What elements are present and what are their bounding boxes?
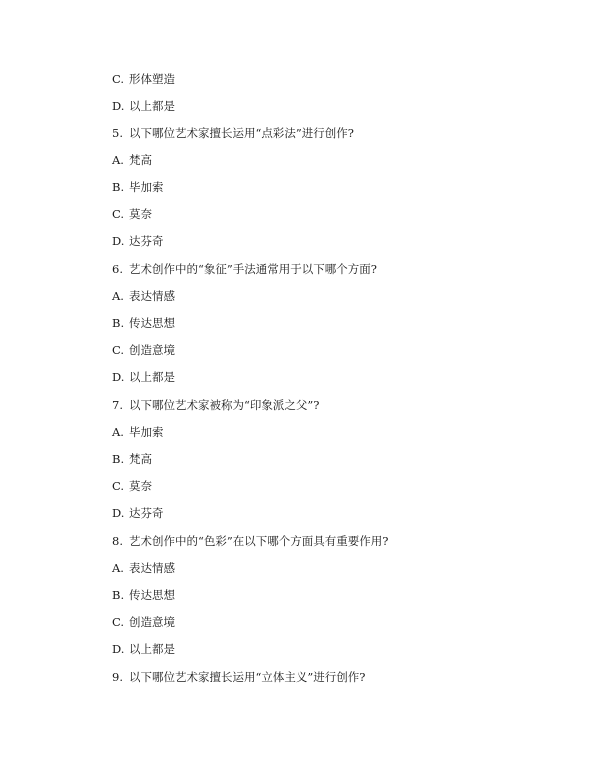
- option-line: [112, 179, 164, 195]
- question-line: [112, 261, 377, 277]
- option-text: 毕加索: [129, 425, 164, 439]
- option-label: A.: [112, 561, 124, 575]
- option-line: [112, 641, 175, 657]
- option-text: 莫奈: [129, 207, 152, 221]
- question-text: 以下哪位艺术家擅长运用“点彩法”进行创作?: [129, 126, 354, 140]
- option-text: 创造意境: [129, 615, 175, 629]
- option-label: C.: [112, 479, 125, 493]
- option-line: [112, 369, 175, 385]
- option-label: D.: [112, 642, 125, 656]
- option-label: A.: [112, 153, 124, 167]
- option-text: 形体塑造: [129, 72, 175, 86]
- option-line: [112, 451, 152, 467]
- option-label: A.: [112, 289, 124, 303]
- option-line: [112, 614, 175, 630]
- option-label: D.: [112, 99, 125, 113]
- option-text: 表达情感: [129, 289, 175, 303]
- option-label: B.: [112, 452, 125, 466]
- question-text: 以下哪位艺术家擅长运用“立体主义”进行创作?: [129, 670, 366, 684]
- option-line: [112, 342, 175, 358]
- question-text: 艺术创作中的“色彩”在以下哪个方面具有重要作用?: [129, 534, 389, 548]
- option-line: [112, 560, 175, 576]
- option-line: [112, 587, 175, 603]
- option-text: 表达情感: [129, 561, 175, 575]
- question-number: 8.: [112, 534, 123, 548]
- option-text: 莫奈: [129, 479, 152, 493]
- option-text: 传达思想: [129, 316, 175, 330]
- question-line: [112, 125, 354, 141]
- option-text: 以上都是: [129, 370, 175, 384]
- option-line: [112, 424, 164, 440]
- option-label: A.: [112, 425, 124, 439]
- option-label: D.: [112, 506, 125, 520]
- option-text: 达芬奇: [129, 506, 164, 520]
- option-label: D.: [112, 234, 125, 248]
- option-text: 以上都是: [129, 642, 175, 656]
- option-line: [112, 288, 175, 304]
- option-label: C.: [112, 343, 125, 357]
- option-text: 梵高: [129, 153, 152, 167]
- question-number: 7.: [112, 398, 123, 412]
- question-line: [112, 669, 365, 685]
- option-text: 梵高: [129, 452, 152, 466]
- option-line: [112, 505, 164, 521]
- question-line: [112, 533, 388, 549]
- option-label: B.: [112, 316, 125, 330]
- option-text: 创造意境: [129, 343, 175, 357]
- option-label: C.: [112, 207, 125, 221]
- question-number: 9.: [112, 670, 123, 684]
- question-text: 以下哪位艺术家被称为“印象派之父”?: [129, 398, 320, 412]
- option-line: [112, 478, 152, 494]
- option-text: 毕加索: [129, 180, 164, 194]
- option-label: C.: [112, 615, 125, 629]
- question-text: 艺术创作中的“象征”手法通常用于以下哪个方面?: [129, 262, 377, 276]
- option-label: C.: [112, 72, 125, 86]
- option-label: B.: [112, 180, 125, 194]
- option-text: 达芬奇: [129, 234, 164, 248]
- option-line: [112, 233, 164, 249]
- question-number: 6.: [112, 262, 123, 276]
- question-number: 5.: [112, 126, 123, 140]
- option-text: 传达思想: [129, 588, 175, 602]
- option-label: B.: [112, 588, 125, 602]
- option-line: [112, 98, 175, 114]
- option-text: 以上都是: [129, 99, 175, 113]
- option-label: D.: [112, 370, 125, 384]
- question-line: [112, 397, 319, 413]
- option-line: [112, 152, 152, 168]
- option-line: [112, 71, 175, 87]
- option-line: [112, 206, 152, 222]
- option-line: [112, 315, 175, 331]
